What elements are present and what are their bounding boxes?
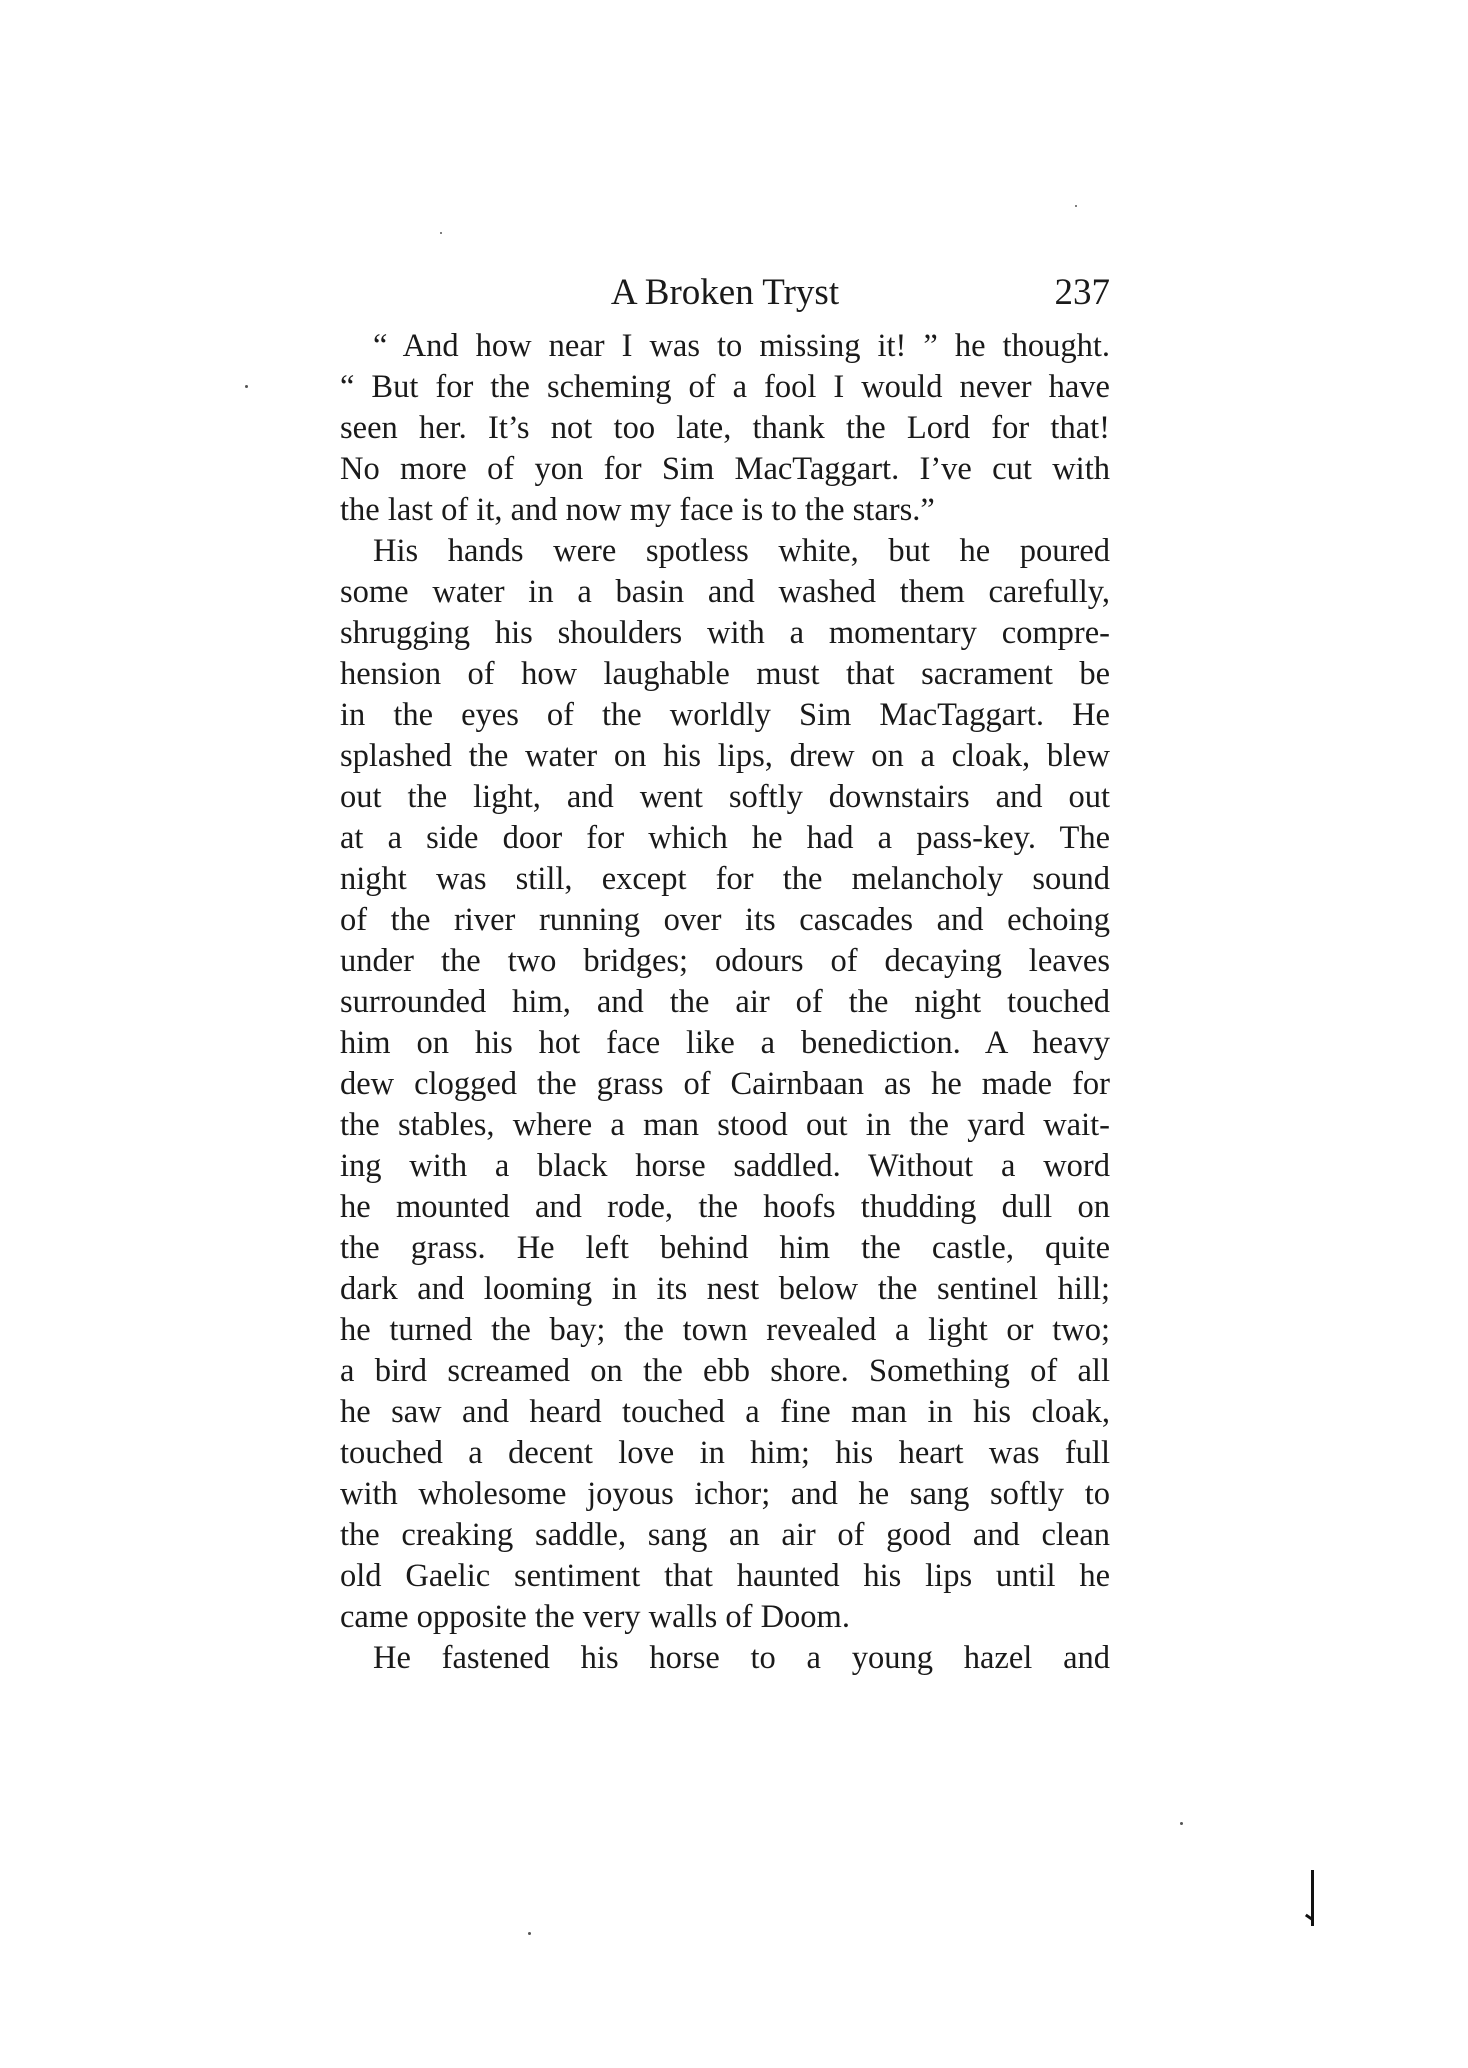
text-line: “ But for the scheming of a fool I would never have [340,369,1110,405]
scan-speck [528,1932,531,1935]
text-line: No more of yon for Sim MacTaggart. I’ve cut with [340,451,1110,487]
page-header [340,268,1110,318]
text-line: the creaking saddle, sang an air of good and clean [340,1517,1110,1553]
text-line: His hands were spotless white, but he poured [373,533,1110,569]
text-line: seen her. It’s not too late, thank the Lord for that! [340,410,1110,446]
text-line: the grass. He left behind him the castle, quite [340,1230,1110,1266]
text-line: of the river running over its cascades and echoing [340,902,1110,938]
text-line: He fastened his horse to a young hazel and [373,1640,1110,1676]
text-line: the last of it, and now my face is to the stars.” [340,492,935,528]
running-title: A Broken Tryst [610,272,840,313]
text-line: old Gaelic sentiment that haunted his lips until he [340,1558,1110,1594]
scan-speck [1180,1822,1183,1825]
scan-speck [1075,205,1077,207]
text-line: hension of how laughable must that sacrament be [340,656,1110,692]
text-line: he turned the bay; the town revealed a light or two; [340,1312,1110,1348]
text-line: shrugging his shoulders with a momentary compre- [340,615,1110,651]
text-line: in the eyes of the worldly Sim MacTaggart. He [340,697,1110,733]
text-line: out the light, and went softly downstairs and out [340,779,1110,815]
text-line: touched a decent love in him; his heart was full [340,1435,1110,1471]
text-line: the stables, where a man stood out in the yard wait- [340,1107,1110,1143]
text-line: him on his hot face like a benediction. A heavy [340,1025,1110,1061]
text-line: came opposite the very walls of Doom. [340,1599,850,1635]
text-line: surrounded him, and the air of the night touched [340,984,1110,1020]
text-line: a bird screamed on the ebb shore. Something of all [340,1353,1110,1389]
text-line: splashed the water on his lips, drew on a cloak, blew [340,738,1110,774]
text-line: he saw and heard touched a fine man in his cloak, [340,1394,1110,1430]
text-line: dark and looming in its nest below the sentinel hill; [340,1271,1110,1307]
scan-edge-mark [1311,1870,1314,1926]
text-line: night was still, except for the melancholy sound [340,861,1110,897]
body-text [340,326,1110,1679]
text-line: some water in a basin and washed them carefully, [340,574,1110,610]
text-line: dew clogged the grass of Cairnbaan as he made for [340,1066,1110,1102]
text-line: he mounted and rode, the hoofs thudding dull on [340,1189,1110,1225]
page-number: 237 [1054,272,1110,313]
scan-speck [245,385,248,388]
text-line: “ And how near I was to missing it! ” he thought. [373,328,1110,364]
text-line: with wholesome joyous ichor; and he sang softly to [340,1476,1110,1512]
text-line: at a side door for which he had a pass-key. The [340,820,1110,856]
text-line: under the two bridges; odours of decaying leaves [340,943,1110,979]
text-line: ing with a black horse saddled. Without a word [340,1148,1110,1184]
scan-speck [440,232,442,234]
